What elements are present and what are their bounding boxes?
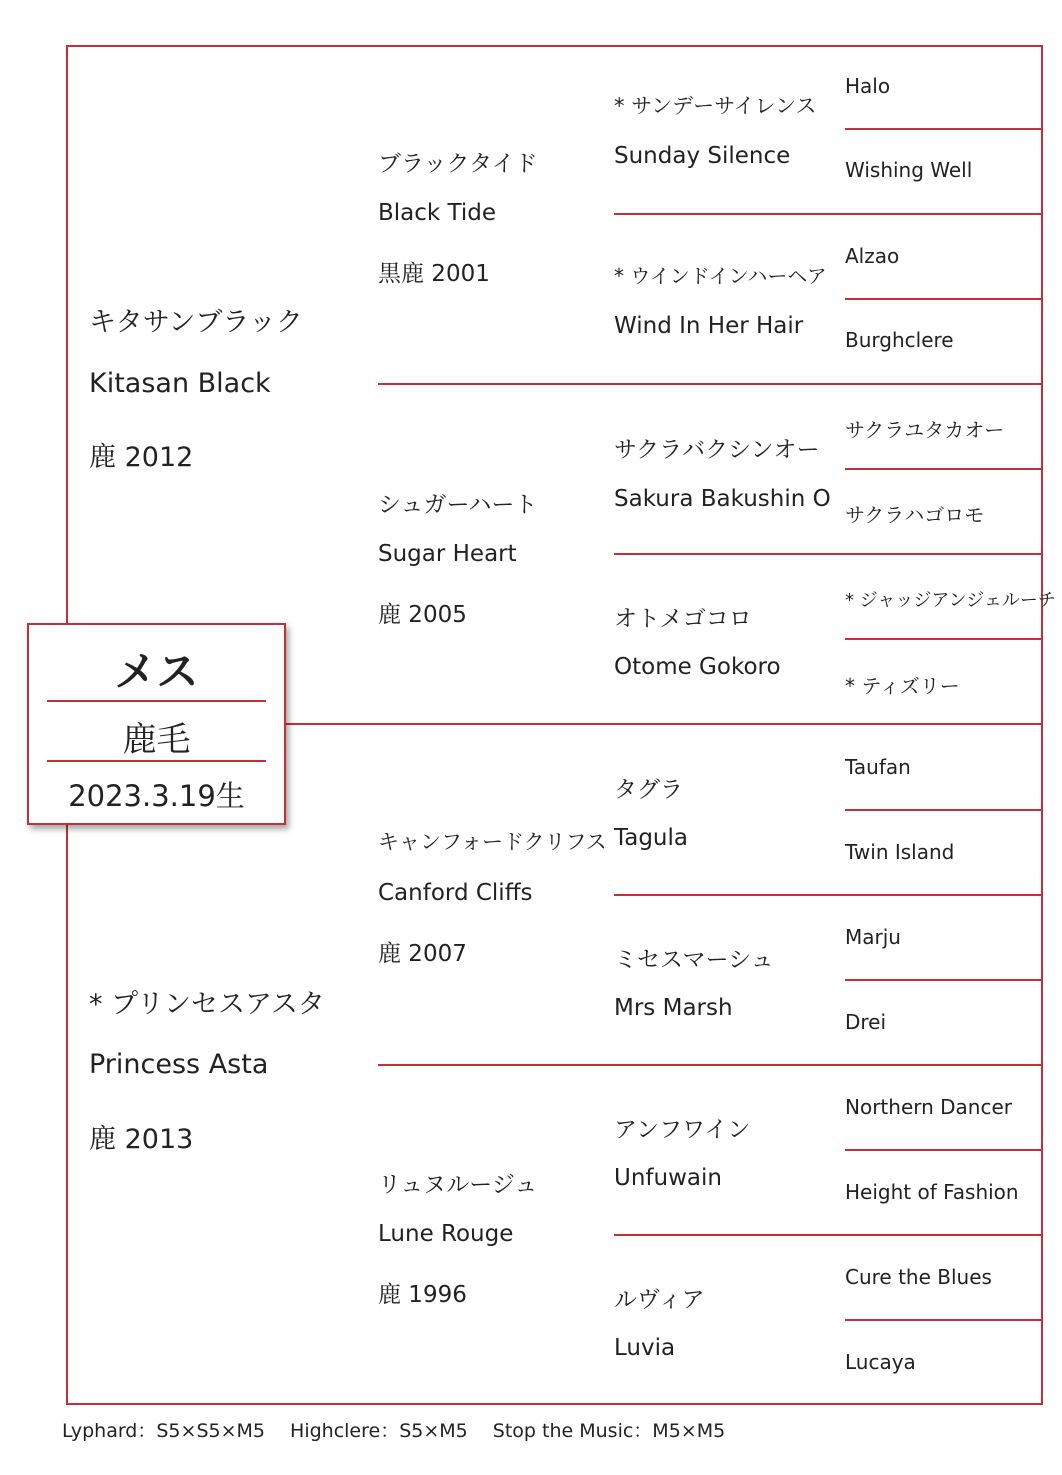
- ancestor-info: 鹿 1996: [378, 1282, 467, 1308]
- subject-card: [27, 623, 286, 825]
- ancestor-name: Cure the Blues: [845, 1265, 992, 1289]
- ancestor-jp: * ウインドインハーヘア: [614, 264, 827, 288]
- divider: [614, 553, 1043, 555]
- ancestor-jp: ブラックタイド: [378, 151, 538, 177]
- sire-name-en: Kitasan Black: [89, 368, 271, 399]
- ancestor-jp: キャンフォードクリフス: [378, 830, 607, 854]
- ancestor-en: Mrs Marsh: [614, 995, 733, 1021]
- ancestor-en: Tagula: [614, 825, 688, 851]
- divider: [845, 1319, 1043, 1321]
- subject-birth: 2023.3.19生: [68, 779, 245, 813]
- ancestor-name: Twin Island: [845, 840, 955, 864]
- ancestor-jp: シュガーハート: [378, 492, 538, 518]
- ancestor-info: 黒鹿 2001: [378, 261, 490, 287]
- ancestor-jp: オトメゴコロ: [614, 606, 752, 632]
- ancestor-jp: サクラバクシンオー: [614, 437, 820, 463]
- ancestor-name: サクラユタカオー: [845, 418, 1005, 442]
- ancestor-en: Otome Gokoro: [614, 654, 781, 680]
- ancestor-name: サクラハゴロモ: [845, 503, 985, 527]
- ancestor-en: Canford Cliffs: [378, 880, 533, 906]
- divider: [845, 638, 1043, 640]
- ancestor-en: Sunday Silence: [614, 143, 791, 169]
- divider: [845, 979, 1043, 981]
- dam-info: 鹿 2013: [89, 1124, 194, 1155]
- sire-name-jp: キタサンブラック: [89, 307, 303, 338]
- ancestor-name: * ジャッジアンジェルーチ: [845, 590, 1056, 611]
- ancestor-name: Marju: [845, 925, 901, 949]
- divider: [845, 128, 1043, 130]
- divider: [378, 1064, 1043, 1066]
- ancestor-name: * ティズリー: [845, 674, 960, 698]
- ancestor-name: Lucaya: [845, 1350, 916, 1374]
- ancestor-name: Drei: [845, 1010, 887, 1034]
- ancestor-name: Halo: [845, 74, 891, 98]
- ancestor-jp: リュヌルージュ: [378, 1172, 538, 1198]
- divider: [614, 894, 1043, 896]
- ancestor-en: Unfuwain: [614, 1165, 722, 1191]
- ancestor-en: Sakura Bakushin O: [614, 486, 831, 512]
- ancestor-jp: タグラ: [614, 777, 683, 803]
- divider: [845, 809, 1043, 811]
- divider: [614, 213, 1043, 215]
- ancestor-name: Burghclere: [845, 328, 954, 352]
- ancestor-name: Taufan: [845, 755, 911, 779]
- ancestor-name: Wishing Well: [845, 158, 973, 182]
- inbreeding-note: Lyphard：S5×S5×M5 Highclere：S5×M5 Stop the Music：M5×M5: [62, 1420, 726, 1442]
- divider: [845, 1149, 1043, 1151]
- ancestor-en: Wind In Her Hair: [614, 313, 804, 339]
- ancestor-en: Luvia: [614, 1335, 676, 1361]
- subject-color: 鹿毛: [122, 720, 191, 760]
- divider: [378, 383, 1043, 385]
- ancestor-en: Lune Rouge: [378, 1221, 514, 1247]
- dam-name-en: Princess Asta: [89, 1049, 269, 1080]
- divider: [845, 468, 1043, 470]
- ancestor-name: Height of Fashion: [845, 1180, 1019, 1204]
- divider: [286, 723, 1043, 725]
- ancestor-en: Sugar Heart: [378, 541, 517, 567]
- ancestor-en: Black Tide: [378, 200, 497, 226]
- ancestor-jp: ミセスマーシュ: [614, 947, 774, 973]
- ancestor-jp: アンフワイン: [614, 1117, 751, 1143]
- ancestor-info: 鹿 2005: [378, 602, 467, 628]
- divider: [845, 298, 1043, 300]
- ancestor-name: Alzao: [845, 244, 900, 268]
- divider: [614, 1234, 1043, 1236]
- divider: [47, 700, 266, 702]
- sire-info: 鹿 2012: [89, 442, 194, 473]
- ancestor-jp: ルヴィア: [614, 1287, 705, 1313]
- divider: [47, 760, 266, 762]
- ancestor-name: Northern Dancer: [845, 1095, 1013, 1119]
- ancestor-jp: * サンデーサイレンス: [614, 94, 817, 118]
- ancestor-info: 鹿 2007: [378, 941, 467, 967]
- dam-name-jp: * プリンセスアスタ: [89, 989, 325, 1020]
- subject-sex: メス: [114, 647, 199, 696]
